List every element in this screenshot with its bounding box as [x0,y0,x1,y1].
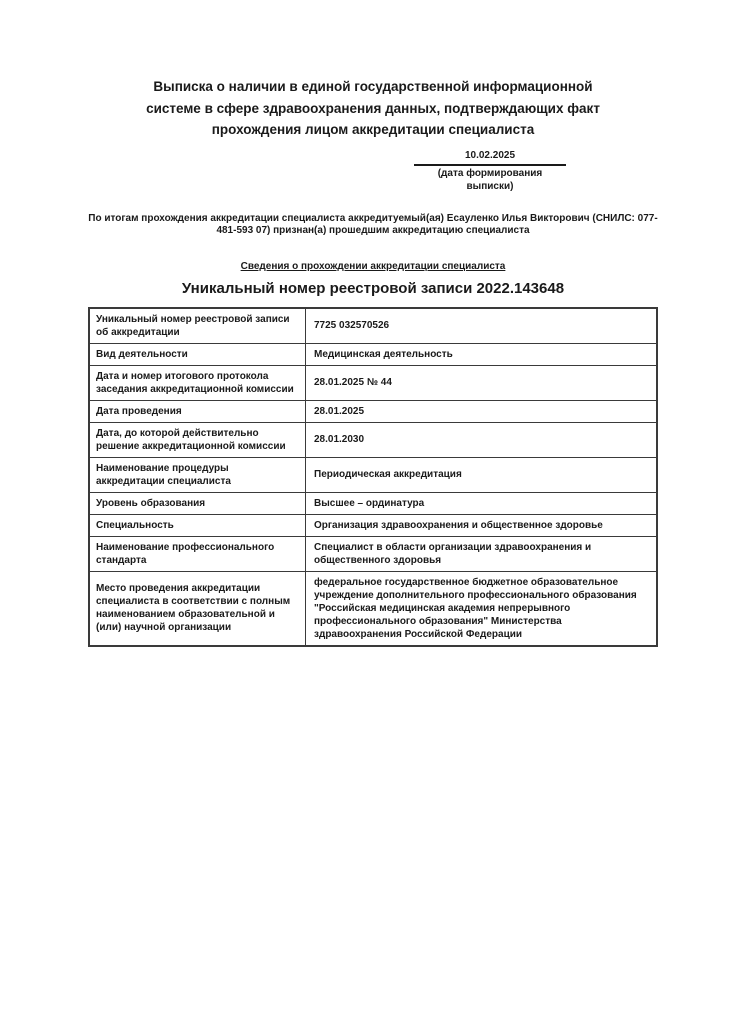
accreditation-details-table [88,307,658,647]
registry-number-heading: Уникальный номер реестровой записи 2022.143648 [181,279,565,297]
document-title [0,0,746,141]
intro-paragraph: По итогам прохождения аккредитации специалиста аккредитуемый(ая) Есауленко Илья Викторович (СНИЛС: 077-481-593 07) признан(а) прошедшим аккредитацию специалиста [88,212,658,236]
table-row [89,400,657,422]
row-value: Периодическая аккредитация [306,457,658,492]
section-heading: Сведения о прохождении аккредитации специалиста [240,260,506,272]
title-line-2: системе в сфере здравоохранения данных, подтверждающих факт [146,100,600,116]
row-label: Специальность [89,514,306,536]
row-value: 28.01.2030 [306,422,658,457]
row-label: Место проведения аккредитации специалиста в соответствии с полным наименованием образовательной и (или) научной организации [89,571,306,646]
table-row [89,457,657,492]
row-value: Организация здравоохранения и общественное здоровье [306,514,658,536]
row-label: Наименование процедуры аккредитации специалиста [89,457,306,492]
formation-date-block [414,149,566,193]
table-row [89,422,657,457]
row-value: Медицинская деятельность [306,343,658,365]
row-value: 28.01.2025 № 44 [306,365,658,400]
formation-date-caption: (дата формирования выписки) [437,167,543,192]
row-label: Уникальный номер реестровой записи об аккредитации [89,308,306,344]
row-label: Дата и номер итогового протокола заседания аккредитационной комиссии [89,365,306,400]
row-label: Уровень образования [89,492,306,514]
table-row [89,571,657,646]
row-label: Дата проведения [89,400,306,422]
table-row [89,343,657,365]
table-row [89,308,657,344]
row-value: Специалист в области организации здравоохранения и общественного здоровья [306,536,658,571]
row-label: Дата, до которой действительно решение аккредитационной комиссии [89,422,306,457]
table-row [89,365,657,400]
formation-date-value: 10.02.2025 [414,149,566,166]
row-value: Высшее – ординатура [306,492,658,514]
row-value: федеральное государственное бюджетное образовательное учреждение дополнительного профессионального образования "Российская медицинская академия непрерывного профессионального образования" Министерства здравоохранения Российской Федерации [306,571,658,646]
table-row [89,514,657,536]
row-label: Вид деятельности [89,343,306,365]
row-label: Наименование профессионального стандарта [89,536,306,571]
title-line-3: прохождения лицом аккредитации специалиста [211,122,535,137]
title-line-1: Выписка о наличии в единой государственной информационной [153,79,593,94]
table-row [89,492,657,514]
table-row [89,536,657,571]
row-value: 28.01.2025 [306,400,658,422]
row-value: 7725 032570526 [306,308,658,344]
